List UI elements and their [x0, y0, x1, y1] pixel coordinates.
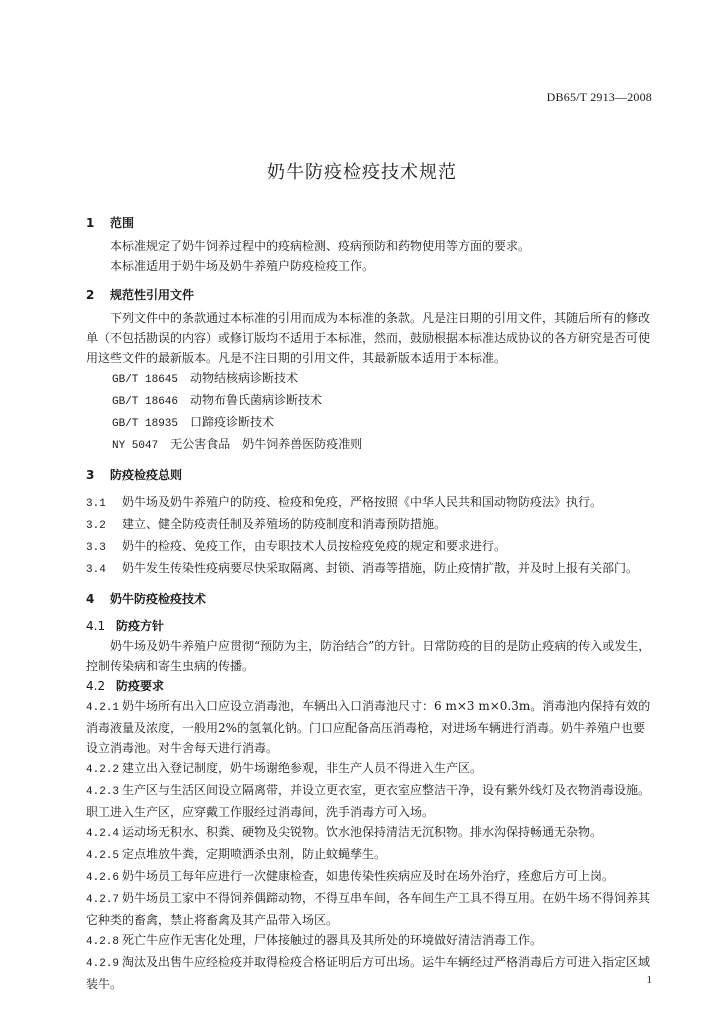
paragraph: 本标准规定了奶牛饲养过程中的疫病检测、疫病预防和药物使用等方面的要求。	[110, 239, 531, 253]
clause-item	[86, 696, 652, 758]
clause-item	[86, 822, 652, 844]
clause-text: 奶牛场员工家中不得饲养偶蹄动物，不得互串车间，各车间生产工具不得互用。在奶牛场不得饲养其它种类的畜禽，禁止将畜禽及其产品带入场区。	[86, 891, 651, 927]
reference-item	[86, 368, 652, 390]
section-3-heading	[86, 462, 652, 488]
clause-number: 4.2.7	[86, 894, 120, 906]
clause-number: 3.2	[86, 520, 106, 532]
clause-text: 死亡牛应作无害化处理，尸体接触过的器具及其所处的环境做好清洁消毒工作。	[122, 933, 543, 947]
reference-code: GB/T 18645	[112, 374, 179, 386]
paragraph: 下列文件中的条款通过本标准的引用而成为本标准的条款。凡是注日期的引用文件，其随后所有的修改单（不包括勘误的内容）或修订版均不适用于本标准，然而，鼓励根据本标准达成协议的各方研究是否可使用这些文件的最新版本。凡是不注日期的引用文件，其最新版本适用于本标准。	[86, 311, 651, 365]
paragraph: 本标准适用于奶牛场及奶牛养殖户防疫检疫工作。	[110, 259, 375, 273]
clause-text: 建立、健全防疫责任制及养殖场的防疫制度和消毒预防措施。	[122, 517, 447, 531]
subsection-4-1-heading	[86, 616, 652, 636]
document-title: 奶牛防疫检疫技术规范	[267, 162, 457, 183]
reference-name: 口蹄疫诊断技术	[190, 415, 275, 429]
reference-code: GB/T 18935	[112, 418, 179, 430]
clause-number: 3.1	[86, 498, 106, 510]
clause-item	[86, 780, 652, 822]
section-title: 范围	[110, 216, 135, 230]
clause-text: 生产区与生活区间设立隔离带，并设立更衣室，更衣室应整洁干净，设有紫外线灯及衣物消毒设施。职工进入生产区，应穿戴工作服经过消毒间，洗手消毒方可入场。	[86, 783, 651, 819]
clause-text: 运动场无积水、积粪、硬物及尖锐物。饮水池保持清洁无沉积物。排水沟保持畅通无杂物。	[122, 825, 603, 839]
clause-text: 淘汰及出售牛应经检疫并取得检疫合格证明后方可出场。运牛车辆经过严格消毒后方可进入指定区域装牛。	[86, 955, 651, 991]
subsection-number: 4.1	[86, 619, 106, 633]
clause-item	[86, 888, 652, 930]
clause-text: 奶牛场员工每年应进行一次健康检查，如患传染性疾病应及时在场外治疗，痊愈后方可上岗。	[122, 869, 615, 883]
clause-item	[86, 952, 652, 994]
reference-name: 动物结核病诊断技术	[190, 371, 299, 385]
clause-number: 4.2.1	[86, 702, 120, 714]
section-title: 防疫检疫总则	[110, 468, 183, 482]
clause-item	[86, 492, 652, 514]
clause-item	[86, 536, 652, 558]
section-number: 4	[86, 592, 95, 606]
section-4-heading	[86, 586, 652, 612]
clause-number: 4.2.8	[86, 936, 120, 948]
reference-name: 动物布鲁氏菌病诊断技术	[190, 393, 323, 407]
clause-text: 奶牛的检疫、免疫工作，由专职技术人员按检疫免疫的规定和要求进行。	[122, 539, 507, 553]
clause-number: 4.2.5	[86, 850, 120, 862]
clause-item	[86, 930, 652, 952]
section-number: 2	[86, 288, 95, 302]
section-title: 奶牛防疫检疫技术	[110, 592, 207, 606]
reference-code: GB/T 18646	[112, 396, 179, 408]
paragraph: 奶牛场及奶牛养殖户应贯彻“预防为主，防治结合”的方针。日常防疫的目的是防止疫病的传入或发生，控制传染病和寄生虫病的传播。	[86, 639, 651, 673]
clause-text: 奶牛场及奶牛养殖户的防疫、检疫和免疫，严格按照《中华人民共和国动物防疫法》执行。	[122, 495, 603, 509]
clause-text: 定点堆放牛粪，定期喷洒杀虫剂，防止蚊蝇孳生。	[122, 847, 387, 861]
document-code: DB65/T 2913—2008	[546, 90, 652, 104]
reference-code: NY 5047	[112, 440, 159, 452]
subsection-4-2-heading	[86, 676, 652, 696]
clause-text: 建立出入登记制度，奶牛场谢绝参观，非生产人员不得进入生产区。	[122, 761, 483, 775]
reference-item	[86, 412, 652, 434]
clause-number: 4.2.9	[86, 958, 120, 970]
clause-number: 4.2.6	[86, 872, 120, 884]
subsection-number: 4.2	[86, 679, 106, 693]
clause-number: 3.3	[86, 542, 106, 554]
clause-number: 4.2.3	[86, 786, 120, 798]
section-2-heading	[86, 282, 652, 308]
reference-name: 无公害食品 奶牛饲养兽医防疫准则	[170, 437, 363, 451]
subsection-title: 防疫方针	[116, 619, 165, 633]
reference-item	[86, 434, 652, 456]
clause-item	[86, 844, 652, 866]
clause-item	[86, 558, 652, 580]
section-1-heading	[86, 210, 652, 236]
reference-item	[86, 390, 652, 412]
clause-text: 奶牛发生传染性疫病要尽快采取隔离、封锁、消毒等措施，防止疫情扩散，并及时上报有关部门。	[122, 561, 639, 575]
section-number: 1	[86, 216, 95, 230]
section-number: 3	[86, 468, 95, 482]
clause-number: 4.2.4	[86, 828, 120, 840]
page-number: 1	[646, 974, 652, 986]
document-body	[86, 210, 652, 994]
clause-item	[86, 758, 652, 780]
clause-number: 3.4	[86, 564, 106, 576]
clause-item	[86, 514, 652, 536]
clause-text: 奶牛场所有出入口应设立消毒池，车辆出入口消毒池尺寸：6 m×3 m×0.3m。消毒池内保持有效的消毒液量及浓度，一般用2%的氢氧化钠。门口应配备高压消毒枪，对进场车辆进行消毒。奶牛养殖户也要设立消毒池。对牛舍每天进行消毒。	[86, 699, 651, 755]
clause-item	[86, 866, 652, 888]
section-title: 规范性引用文件	[110, 288, 195, 302]
clause-number: 4.2.2	[86, 764, 120, 776]
subsection-title: 防疫要求	[116, 679, 165, 693]
